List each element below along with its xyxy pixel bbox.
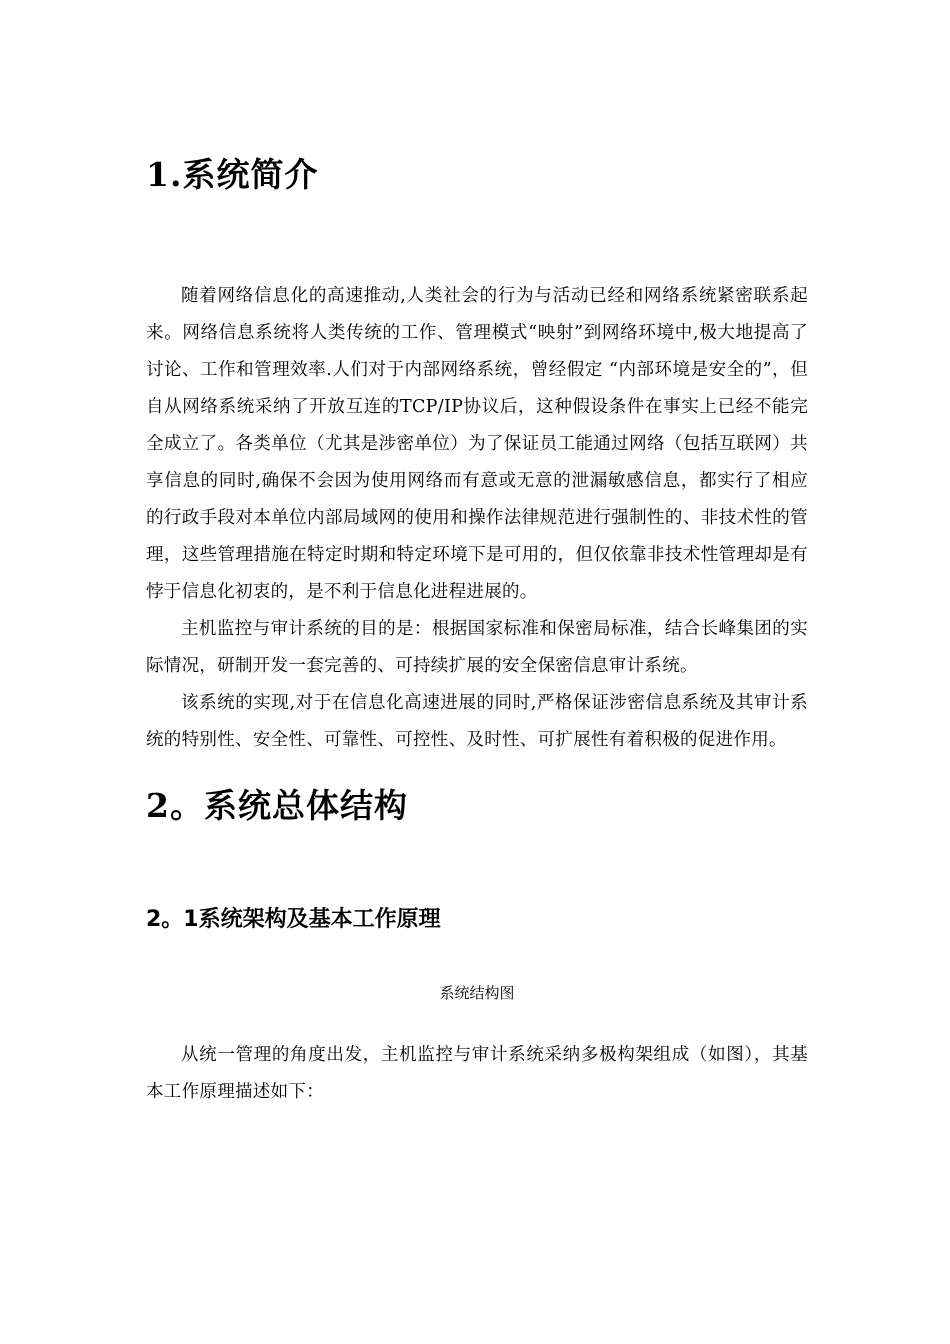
section-1-paragraph-2: 主机监控与审计系统的目的是：根据国家标准和保密局标准，结合长峰集团的实际情况，研制开发一套完善的、可持续扩展的安全保密信息审计系统。 — [146, 619, 808, 676]
document-content — [146, 150, 808, 1111]
section-1-heading: 1.系统简介 — [146, 155, 319, 194]
section-2-heading: 2。系统总体结构 — [146, 786, 408, 825]
section-2-1-heading: 2。1系统架构及基本工作原理 — [146, 907, 441, 932]
section-1-paragraph-1: 随着网络信息化的高速推动,人类社会的行为与活动已经和网络系统紧密联系起来。网络信息系统将人类传统的工作、管理模式“映射”到网络环境中,极大地提高了讨论、工作和管理效率.人们对于内部网络系统，曾经假定 “内部环境是安全的”，但自从网络系统采纳了开放互连的TCP/IP协议后，这种假设条件在事实上已经不能完全成立了。各类单位（尤其是涉密单位）为了保证员工能通过网络（包括互联网）共享信息的同时,确保不会因为使用网络而有意或无意的泄漏敏感信息，都实行了相应的行政手段对本单位内部局域网的使用和操作法律规范进行强制性的、非技术性的管理，这些管理措施在特定时期和特定环境下是可用的，但仅依靠非技术性管理却是有悖于信息化初衷的，是不利于信息化进程进展的。 — [146, 286, 808, 602]
section-2-1-paragraph: 从统一管理的角度出发，主机监控与审计系统采纳多极构架组成（如图），其基本工作原理描述如下： — [146, 1045, 808, 1102]
section-1-paragraph-3: 该系统的实现,对于在信息化高速进展的同时,严格保证涉密信息系统及其审计系统的特别性、安全性、可靠性、可控性、及时性、可扩展性有着积极的促进作用。 — [146, 693, 808, 750]
figure-caption: 系统结构图 — [439, 984, 515, 1002]
